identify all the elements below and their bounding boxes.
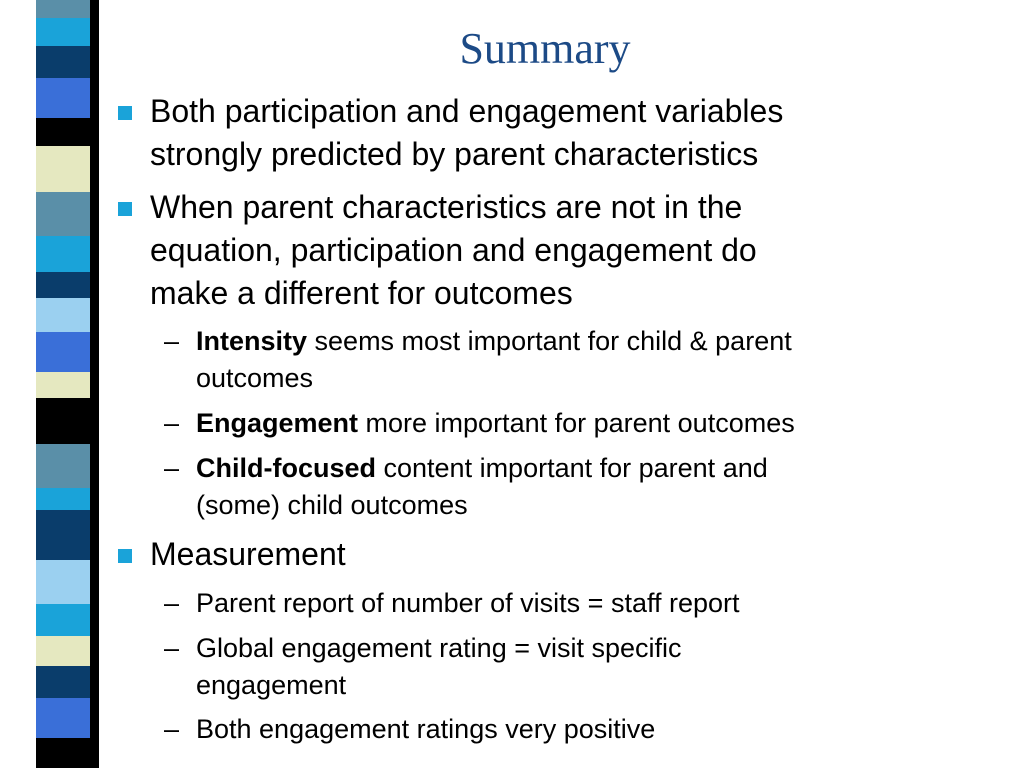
bullet-line: make a different for outcomes — [150, 275, 573, 311]
stripe-block — [36, 738, 90, 768]
stripe-block — [36, 192, 90, 236]
sub-bullet-bold: Intensity — [196, 326, 308, 356]
stripe-block — [36, 488, 90, 510]
sub-bullet-rest: seems most important for child & parent — [307, 326, 792, 356]
dash-icon: – — [164, 633, 180, 663]
sub-bullet-line — [196, 450, 768, 487]
sub-bullet-line: (some) child outcomes — [196, 490, 468, 520]
dash-icon: – — [164, 408, 180, 438]
stripe-block — [36, 666, 90, 698]
sub-bullet-bold: Engagement — [196, 408, 359, 438]
sub-bullet-line — [196, 405, 795, 442]
stripe-block — [36, 332, 90, 372]
sub-bullet-line: Parent report of number of visits = staff report — [196, 588, 740, 618]
slide-title: Summary — [459, 24, 631, 73]
sub-bullet-line — [196, 323, 792, 360]
sub-bullet-line: outcomes — [196, 363, 314, 393]
dash-icon: – — [164, 714, 180, 744]
dash-icon: – — [164, 588, 180, 618]
bullet-square-icon — [118, 202, 132, 216]
sub-bullet-rest: content important for parent and — [376, 453, 768, 483]
stripe-block — [36, 510, 90, 560]
bullet-line: Measurement — [150, 536, 346, 572]
stripe-block — [36, 398, 90, 444]
bullet-line: Both participation and engagement variables — [150, 93, 784, 129]
stripe-block — [36, 78, 90, 118]
dash-icon: – — [164, 453, 180, 483]
stripe-block — [36, 0, 90, 18]
stripe-block — [36, 298, 90, 332]
stripe-shadow — [90, 0, 99, 768]
bullet-square-icon — [118, 549, 132, 563]
bullet-line: equation, participation and engagement do — [150, 232, 757, 268]
stripe-block — [36, 118, 90, 146]
bullet-line: When parent characteristics are not in the — [150, 189, 743, 225]
stripe-block — [36, 636, 90, 666]
sub-bullet-rest: more important for parent outcomes — [358, 408, 795, 438]
stripe-block — [36, 272, 90, 298]
sub-bullet-line: Both engagement ratings very positive — [196, 714, 656, 744]
sub-bullet-line: Global engagement rating = visit specific — [196, 633, 682, 663]
stripe-block — [36, 698, 90, 738]
stripe-block — [36, 372, 90, 398]
stripe-block — [36, 46, 90, 78]
stripe-block — [36, 604, 90, 636]
dash-icon: – — [164, 326, 180, 356]
bullet-square-icon — [118, 106, 132, 120]
stripe-block — [36, 236, 90, 272]
stripe-block — [36, 560, 90, 604]
bullet-line: strongly predicted by parent characteristics — [150, 136, 759, 172]
sub-bullet-bold: Child-focused — [196, 453, 376, 483]
sub-bullet-line: engagement — [196, 670, 347, 700]
stripe-block — [36, 146, 90, 192]
stripe-block — [36, 18, 90, 46]
stripe-block — [36, 444, 90, 488]
